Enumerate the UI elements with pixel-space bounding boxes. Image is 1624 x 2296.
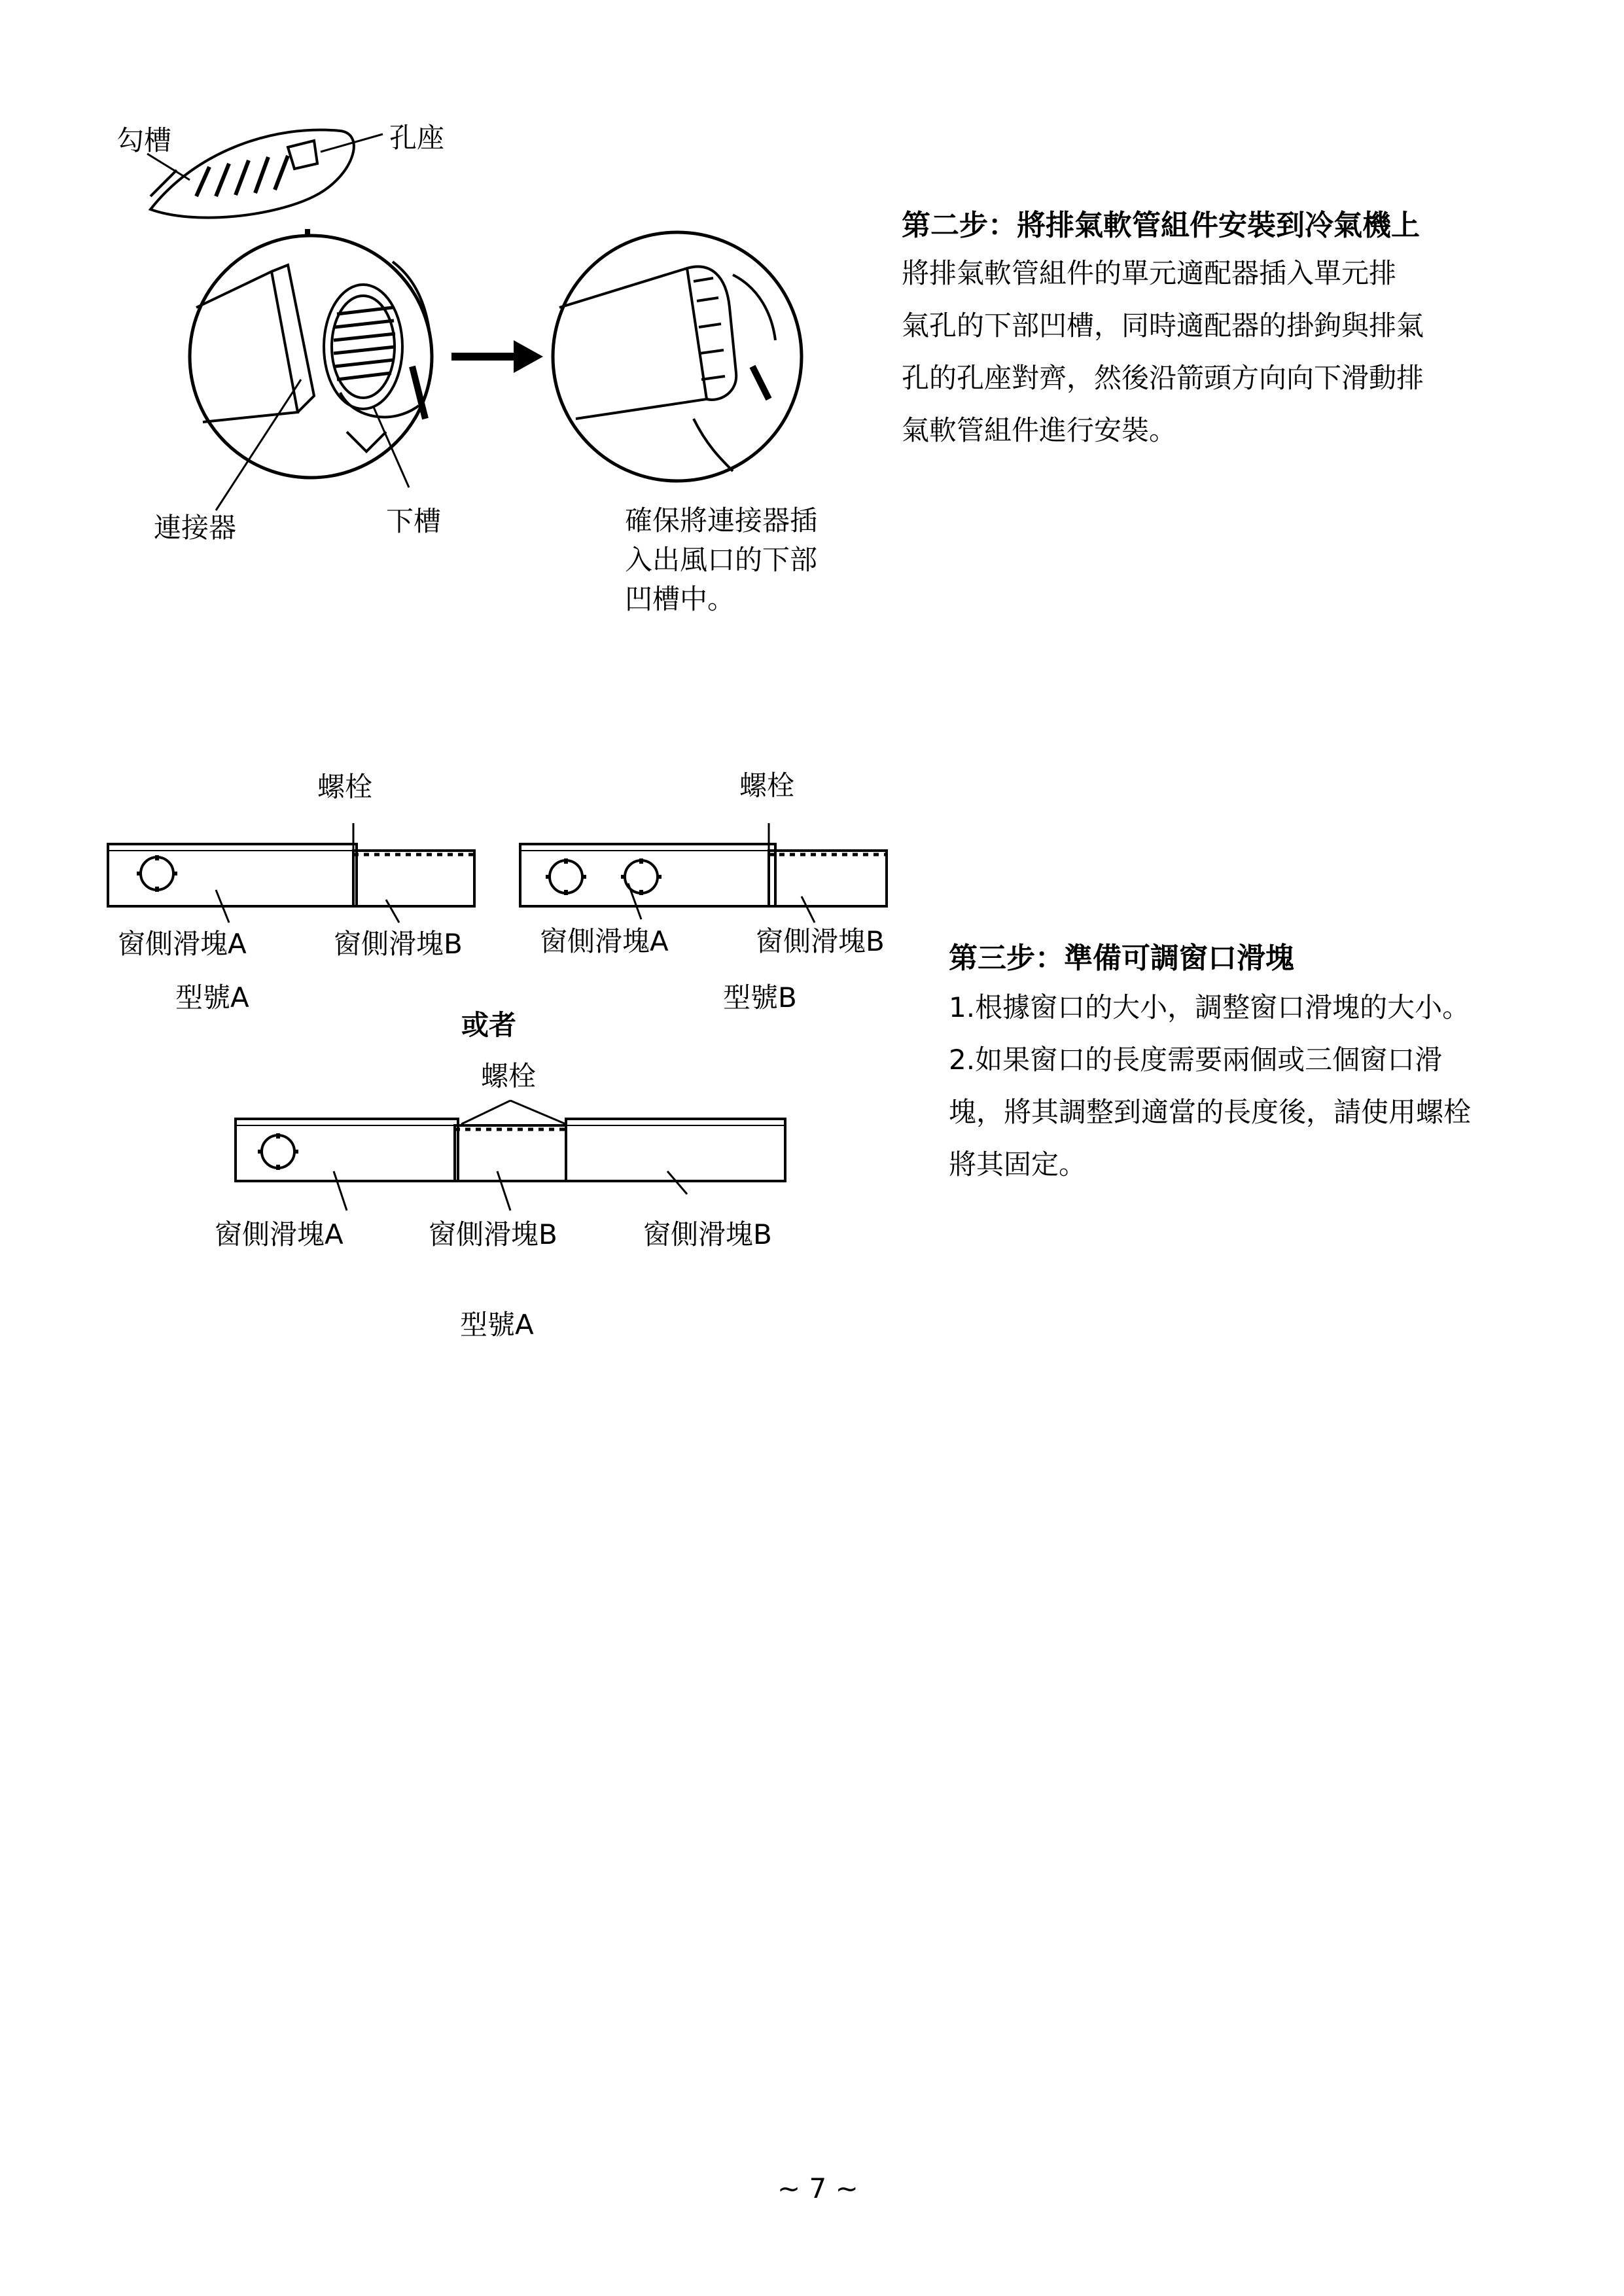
page-number: ~ 7 ~	[777, 2172, 858, 2204]
label-hole-seat: 孔座	[389, 122, 445, 154]
step3-line: 將其固定。	[949, 1148, 1087, 1180]
label-slider-b-3: 窗側滑塊B	[429, 1218, 557, 1250]
step2-line: 孔的孔座對齊，然後沿箭頭方向向下滑動排	[902, 362, 1424, 394]
label-model-a: 型號A	[175, 981, 249, 1014]
step2-line: 將排氣軟管組件的單元適配器插入單元排	[902, 257, 1397, 289]
label-bolt-c: 螺栓	[481, 1060, 537, 1092]
label-slider-b-4: 窗側滑塊B	[643, 1218, 772, 1250]
connector-note-line: 確保將連接器插	[625, 504, 818, 537]
combined-slider-assembly	[236, 1119, 785, 1181]
step2-line: 氣孔的下部凹槽，同時適配器的掛鉤與排氣	[902, 309, 1424, 342]
label-hook-slot: 勾槽	[116, 124, 172, 156]
step3-heading: 第三步：準備可調窗口滑塊	[949, 942, 1294, 975]
label-model-a-2: 型號A	[460, 1309, 534, 1341]
label-model-b: 型號B	[723, 981, 797, 1014]
label-slider-a-3: 窗側滑塊A	[215, 1218, 344, 1250]
step3-line: 2.如果窗口的長度需要兩個或三個窗口滑	[949, 1044, 1443, 1076]
label-connector: 連接器	[154, 512, 237, 544]
label-lower-slot: 下槽	[386, 505, 442, 537]
step3-line: 塊，將其調整到適當的長度後，請使用螺栓	[949, 1096, 1472, 1128]
label-bolt-a: 螺栓	[317, 771, 373, 803]
model-b-slider-assembly	[520, 844, 887, 906]
connector-note-line: 凹槽中。	[625, 583, 735, 615]
step2-line: 氣軟管組件進行安裝。	[902, 414, 1177, 446]
label-slider-b-1: 窗側滑塊B	[334, 928, 463, 960]
connector-note-line: 入出風口的下部	[625, 544, 818, 576]
label-or: 或者	[461, 1009, 517, 1041]
step2-heading: 第二步：將排氣軟管組件安裝到冷氣機上	[902, 209, 1420, 242]
label-slider-b-2: 窗側滑塊B	[756, 925, 885, 957]
model-a-slider-assembly	[108, 844, 474, 906]
label-slider-a-1: 窗側滑塊A	[118, 928, 247, 960]
step3-line: 1.根據窗口的大小，調整窗口滑塊的大小。	[949, 991, 1470, 1023]
label-slider-a-2: 窗側滑塊A	[540, 925, 669, 957]
label-bolt-b: 螺栓	[739, 769, 795, 802]
step3-paragraph	[949, 981, 1471, 1191]
